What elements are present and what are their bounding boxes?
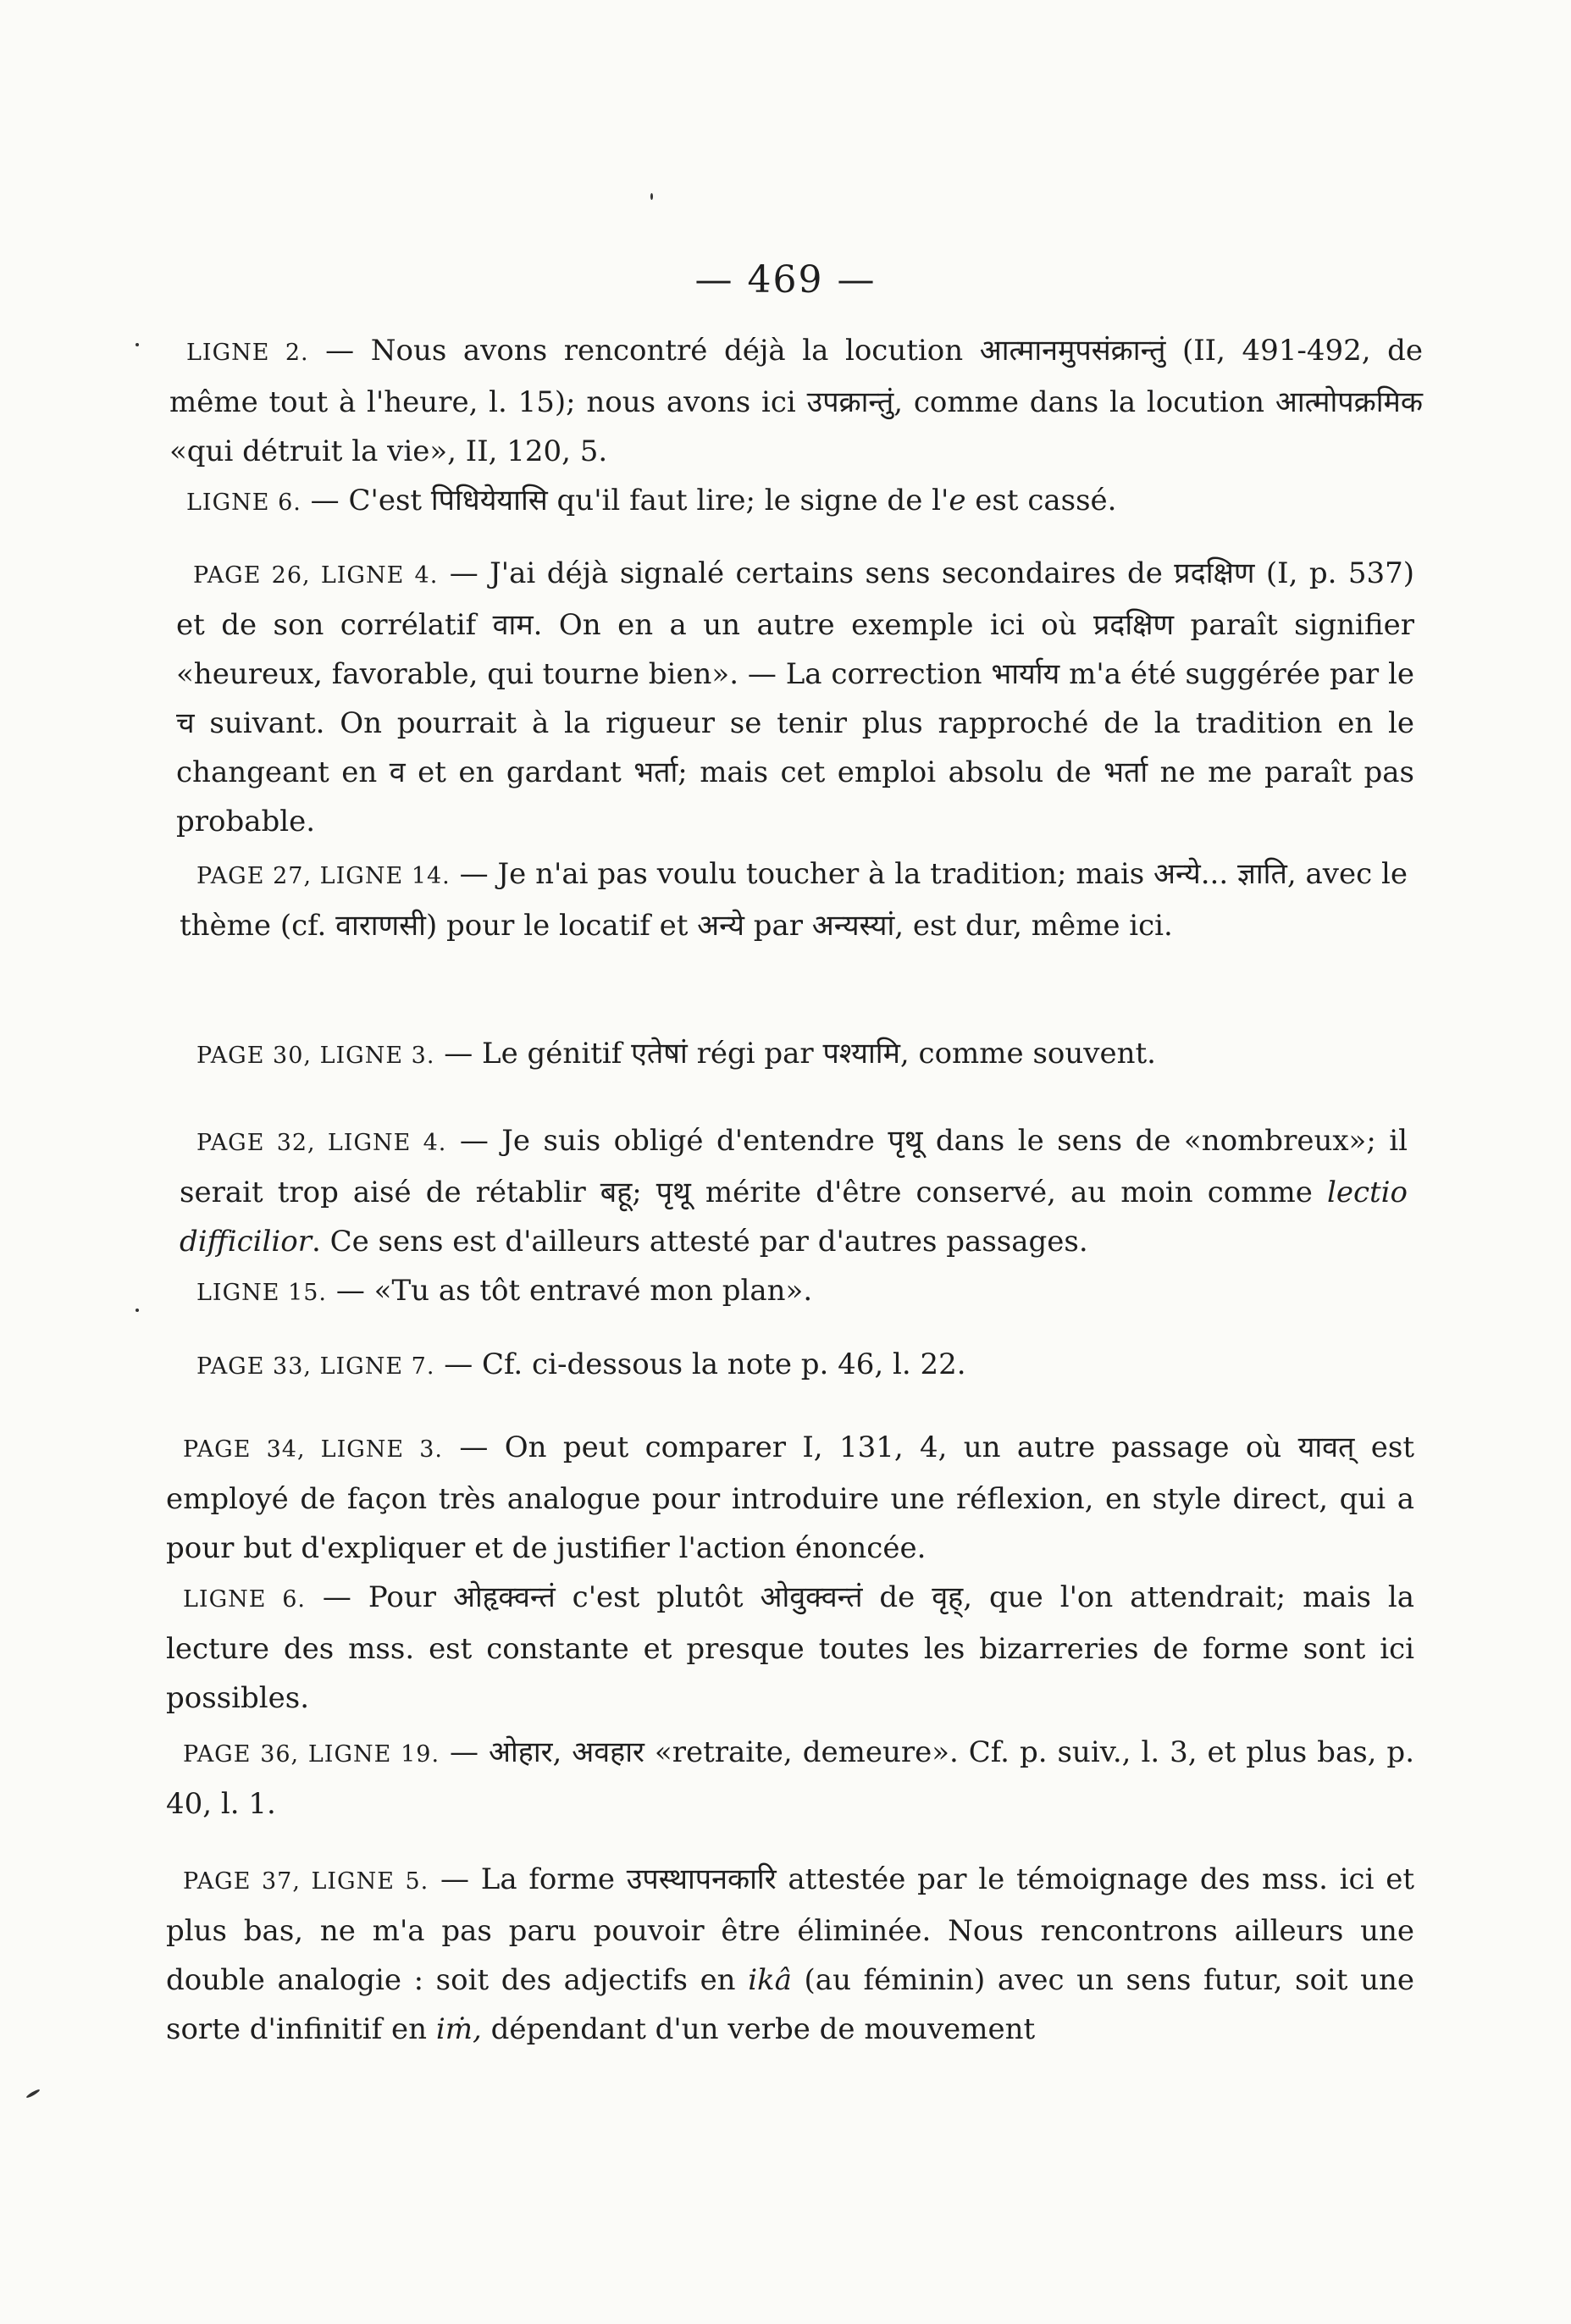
note-reference: LIGNE 15. <box>196 1280 328 1306</box>
page-number: — 469 — <box>694 258 877 302</box>
note-page-33 <box>180 1340 1408 1392</box>
note-page-37 <box>166 1855 1414 2054</box>
note-text: e <box>949 484 966 517</box>
note-text: — ओहार, अवहार «retraite, demeure». Cf. p. suiv., l. 3, et plus bas, p. 40, l. 1. <box>166 1735 1415 1821</box>
note-page-32 <box>180 1116 1408 1318</box>
note-reference: PAGE 36, LIGNE 19. <box>183 1741 440 1768</box>
note-paragraph <box>166 1855 1414 2054</box>
note-text: est cassé. <box>965 484 1117 517</box>
note-text: — J'ai déjà signalé certains sens secondaires de प्रदक्षिण (I, p. 537) et de son corrélatif वाम. On en a un autre exemple ici où प्रदक्षिण paraît signifier «heureux, favorable, qui tourne bien». — La correction भार्याय m'a été suggérée par le च suivant. On pourrait à la rigueur se tenir plus rapproché de la tradition en le changeant en व et en gardant भर्ता; mais cet emploi absolu de भर्ता ne me paraît pas probable. <box>176 556 1414 838</box>
note-reference: LIGNE 6. <box>183 1586 306 1613</box>
note-reference: PAGE 26, LIGNE 4. <box>193 562 439 589</box>
note-paragraph <box>169 476 1423 528</box>
note-text: — C'est पिधियेयासि qu'il faut lire; le signe de l' <box>301 484 949 517</box>
note-text: . Ce sens est d'ailleurs attesté par d'autres passages. <box>312 1225 1088 1259</box>
speck-mark <box>25 2089 41 2099</box>
speck-mark <box>136 343 139 346</box>
note-text: dépendant d'un verbe de mouvement <box>481 2012 1036 2046</box>
note-paragraph <box>176 549 1414 846</box>
note-text: — La forme उपस्थापनकारि attestée par le témoignage des mss. ici et plus bas, ne m'a pas paru pouvoir être éliminée. Nous rencontrons ailleurs une double analogie : soit des adjectifs en <box>166 1862 1414 1997</box>
note-ligne-2 <box>169 326 1423 528</box>
note-reference: PAGE 32, LIGNE 4. <box>196 1130 447 1156</box>
note-text: — «Tu as tôt entravé mon plan». <box>327 1274 813 1308</box>
note-reference: PAGE 27, LIGNE 14. <box>196 863 451 889</box>
note-paragraph <box>180 849 1408 950</box>
note-text: — Le génitif एतेषां régi par पश्यामि, comme souvent. <box>434 1037 1156 1071</box>
note-reference: LIGNE 2. <box>186 340 309 366</box>
note-page-34 <box>166 1423 1414 1723</box>
note-page-30 <box>180 1029 1408 1081</box>
note-paragraph <box>166 1573 1414 1723</box>
note-text: lectio difficilior <box>180 1176 1408 1259</box>
note-text: (au féminin) avec un sens futur, soit une sorte d'infinitif en <box>166 1963 1414 2046</box>
note-text: — Cf. ci-dessous la note p. 46, l. 22. <box>434 1347 966 1381</box>
note-paragraph <box>166 1423 1414 1573</box>
note-paragraph <box>180 1029 1408 1081</box>
note-reference: PAGE 34, LIGNE 3. <box>183 1436 444 1463</box>
speck-mark <box>650 193 653 200</box>
note-text: — Je suis obligé d'entendre पृथू dans le sens de «nombreux»; il serait trop aisé de rétablir बहू; पृथू mérite d'être conservé, au moin comme <box>180 1124 1408 1209</box>
note-page-27 <box>180 849 1408 950</box>
note-reference: PAGE 30, LIGNE 3. <box>196 1043 435 1069</box>
note-page-36 <box>166 1728 1414 1829</box>
note-reference: LIGNE 6. <box>186 490 301 516</box>
note-text: — Je n'ai pas voulu toucher à la tradition; mais अन्ये... ज्ञाति, avec le thème (cf. वाराणसी) pour le locatif et अन्ये par अन्यस्यां, est dur, même ici. <box>180 857 1408 943</box>
note-text: — Pour ओहृक्वन्तं c'est plutôt ओवुक्वन्तं de वृह्, que l'on attendrait; mais la lecture des mss. est constante et presque toutes les bizarreries de forme sont ici possibles. <box>166 1580 1414 1715</box>
note-reference: PAGE 37, LIGNE 5. <box>183 1868 429 1895</box>
note-paragraph <box>180 1116 1408 1266</box>
speck-mark <box>136 1309 139 1312</box>
note-text: — Nous avons rencontré déjà la locution आत्मानमुपसंक्रान्तुं (II, 491-492, de même tout à l'heure, l. 15); nous avons ici उपक्रान्तुं, comme dans la locution आत्मोपक्रमिक «qui détruit la vie», II, 120, 5. <box>169 334 1424 468</box>
note-paragraph <box>166 1728 1414 1829</box>
note-text: ikâ <box>748 1963 792 1997</box>
note-page-26 <box>176 549 1414 846</box>
note-text: — On peut comparer I, 131, 4, un autre passage où यावत् est employé de façon très analogue pour introduire une réflexion, en style direct, qui a pour but d'expliquer et de justifier l'action énoncée. <box>166 1430 1414 1565</box>
note-reference: PAGE 33, LIGNE 7. <box>196 1353 435 1380</box>
note-text: iṁ, <box>435 2012 482 2046</box>
note-paragraph <box>169 326 1423 476</box>
note-paragraph <box>180 1266 1408 1318</box>
note-paragraph <box>180 1340 1408 1392</box>
